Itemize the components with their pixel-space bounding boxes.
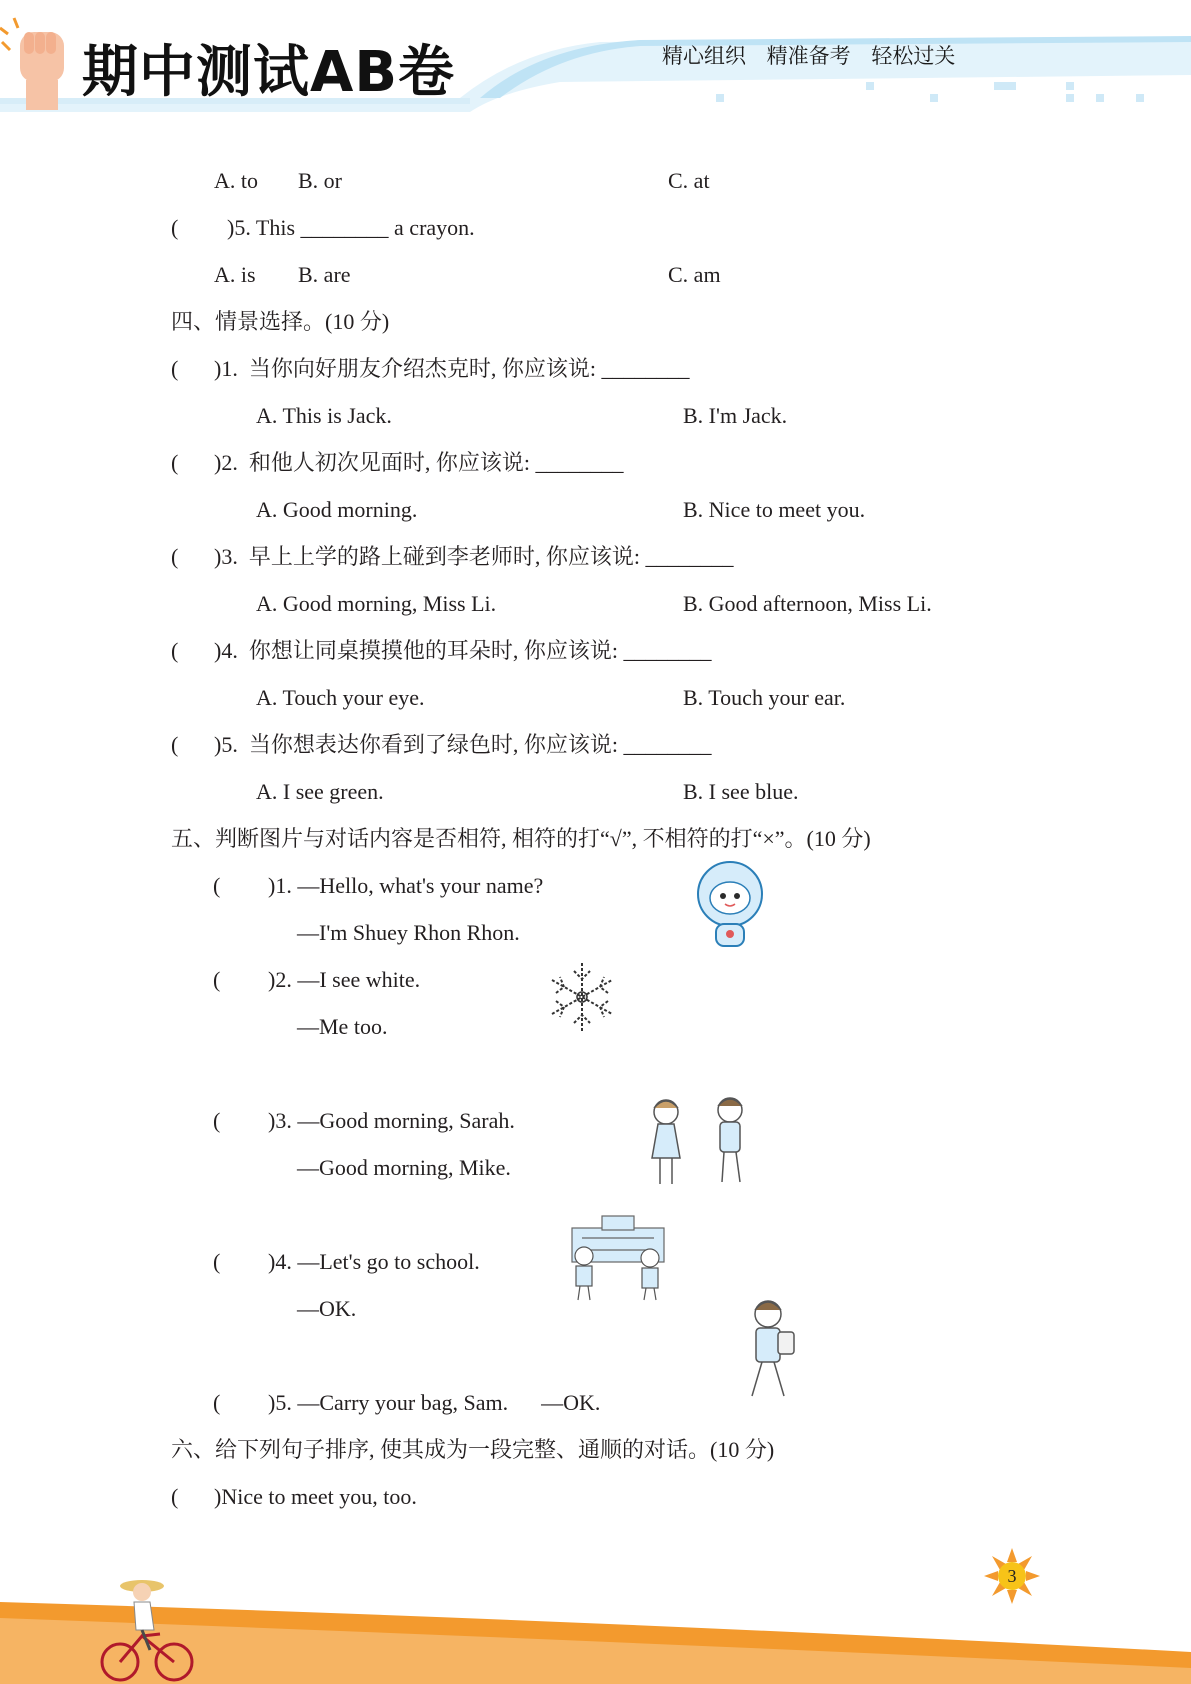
header-slogan: 精心组织 精准备考 轻松过关 <box>662 44 956 68</box>
sec6-item1-text: )Nice to meet you, too. <box>214 1484 417 1509</box>
sec4-q5-option-b: B. I see blue. <box>683 779 799 804</box>
q5-option-b: B. are <box>298 262 351 287</box>
mascot-illustration <box>692 860 772 952</box>
sec4-q2-stem: )2. 和他人初次见面时, 你应该说: ________ <box>214 450 624 475</box>
answer-paren[interactable]: ( <box>171 732 179 757</box>
sec5-item3-line1: )3. —Good morning, Sarah. <box>268 1108 515 1133</box>
q5-option-c: C. am <box>668 262 721 287</box>
section-6-heading: 六、给下列句子排序, 使其成为一段完整、通顺的对话。(10 分) <box>171 1437 775 1462</box>
sec5-item4-line2: —OK. <box>297 1296 357 1321</box>
sec4-q5-option-a: A. I see green. <box>256 779 384 804</box>
sec4-q1-stem: )1. 当你向好朋友介绍杰克时, 你应该说: ________ <box>214 356 690 381</box>
q4-option-a: A. to <box>214 168 258 193</box>
answer-paren[interactable]: ( <box>171 1484 179 1509</box>
q4-option-c: C. at <box>668 168 710 193</box>
answer-paren[interactable]: ( <box>171 638 179 663</box>
q4-option-b: B. or <box>298 168 342 193</box>
sec5-item1-line1: )1. —Hello, what's your name? <box>268 873 544 898</box>
sec4-q2-option-b: B. Nice to meet you. <box>683 497 866 522</box>
answer-paren[interactable]: ( <box>171 544 179 569</box>
q5-option-a: A. is <box>214 262 256 287</box>
q5-stem: )5. This ________ a crayon. <box>227 215 475 240</box>
answer-paren[interactable]: ( <box>213 1108 221 1133</box>
answer-paren[interactable]: ( <box>171 450 179 475</box>
page-number: 3 <box>1007 1566 1017 1586</box>
sec4-q1-option-b: B. I'm Jack. <box>683 403 788 428</box>
sec5-item5-line1: )5. —Carry your bag, Sam. —OK. <box>268 1390 601 1415</box>
school-illustration <box>562 1212 674 1302</box>
fist-icon <box>0 18 64 110</box>
sec4-q5-stem: )5. 当你想表达你看到了绿色时, 你应该说: ________ <box>214 732 712 757</box>
sec4-q4-stem: )4. 你想让同桌摸摸他的耳朵时, 你应该说: ________ <box>214 638 712 663</box>
answer-paren[interactable]: ( <box>213 967 221 992</box>
page-title: 期中测试AB卷 <box>82 40 456 105</box>
section-5-heading: 五、判断图片与对话内容是否相符, 相符的打“√”, 不相符的打“×”。(10 分) <box>171 826 871 851</box>
sec4-q4-option-a: A. Touch your eye. <box>256 685 425 710</box>
sec5-item1-line2: —I'm Shuey Rhon Rhon. <box>297 920 520 945</box>
answer-paren[interactable]: ( <box>213 1390 221 1415</box>
answer-paren[interactable]: ( <box>171 356 179 381</box>
section-4-heading: 四、情景选择。(10 分) <box>171 309 390 334</box>
answer-paren[interactable]: ( <box>171 215 179 240</box>
sec4-q1-option-a: A. This is Jack. <box>256 403 392 428</box>
sec5-item2-line1: )2. —I see white. <box>268 967 421 992</box>
sec5-item4-line1: )4. —Let's go to school. <box>268 1249 480 1274</box>
sec4-q2-option-a: A. Good morning. <box>256 497 418 522</box>
sec4-q3-option-b: B. Good afternoon, Miss Li. <box>683 591 932 616</box>
page-header <box>0 0 1191 115</box>
sec4-q4-option-b: B. Touch your ear. <box>683 685 846 710</box>
answer-paren[interactable]: ( <box>213 873 221 898</box>
sec4-q3-stem: )3. 早上上学的路上碰到李老师时, 你应该说: ________ <box>214 544 734 569</box>
answer-paren[interactable]: ( <box>213 1249 221 1274</box>
boy-with-bag-illustration <box>738 1298 804 1404</box>
footer-graphic <box>0 1540 1191 1684</box>
sec5-item3-line2: —Good morning, Mike. <box>297 1155 511 1180</box>
sec5-item2-line2: —Me too. <box>297 1014 388 1039</box>
children-greeting-illustration <box>640 1094 758 1190</box>
snowflake-illustration <box>546 958 618 1036</box>
sec4-q3-option-a: A. Good morning, Miss Li. <box>256 591 497 616</box>
